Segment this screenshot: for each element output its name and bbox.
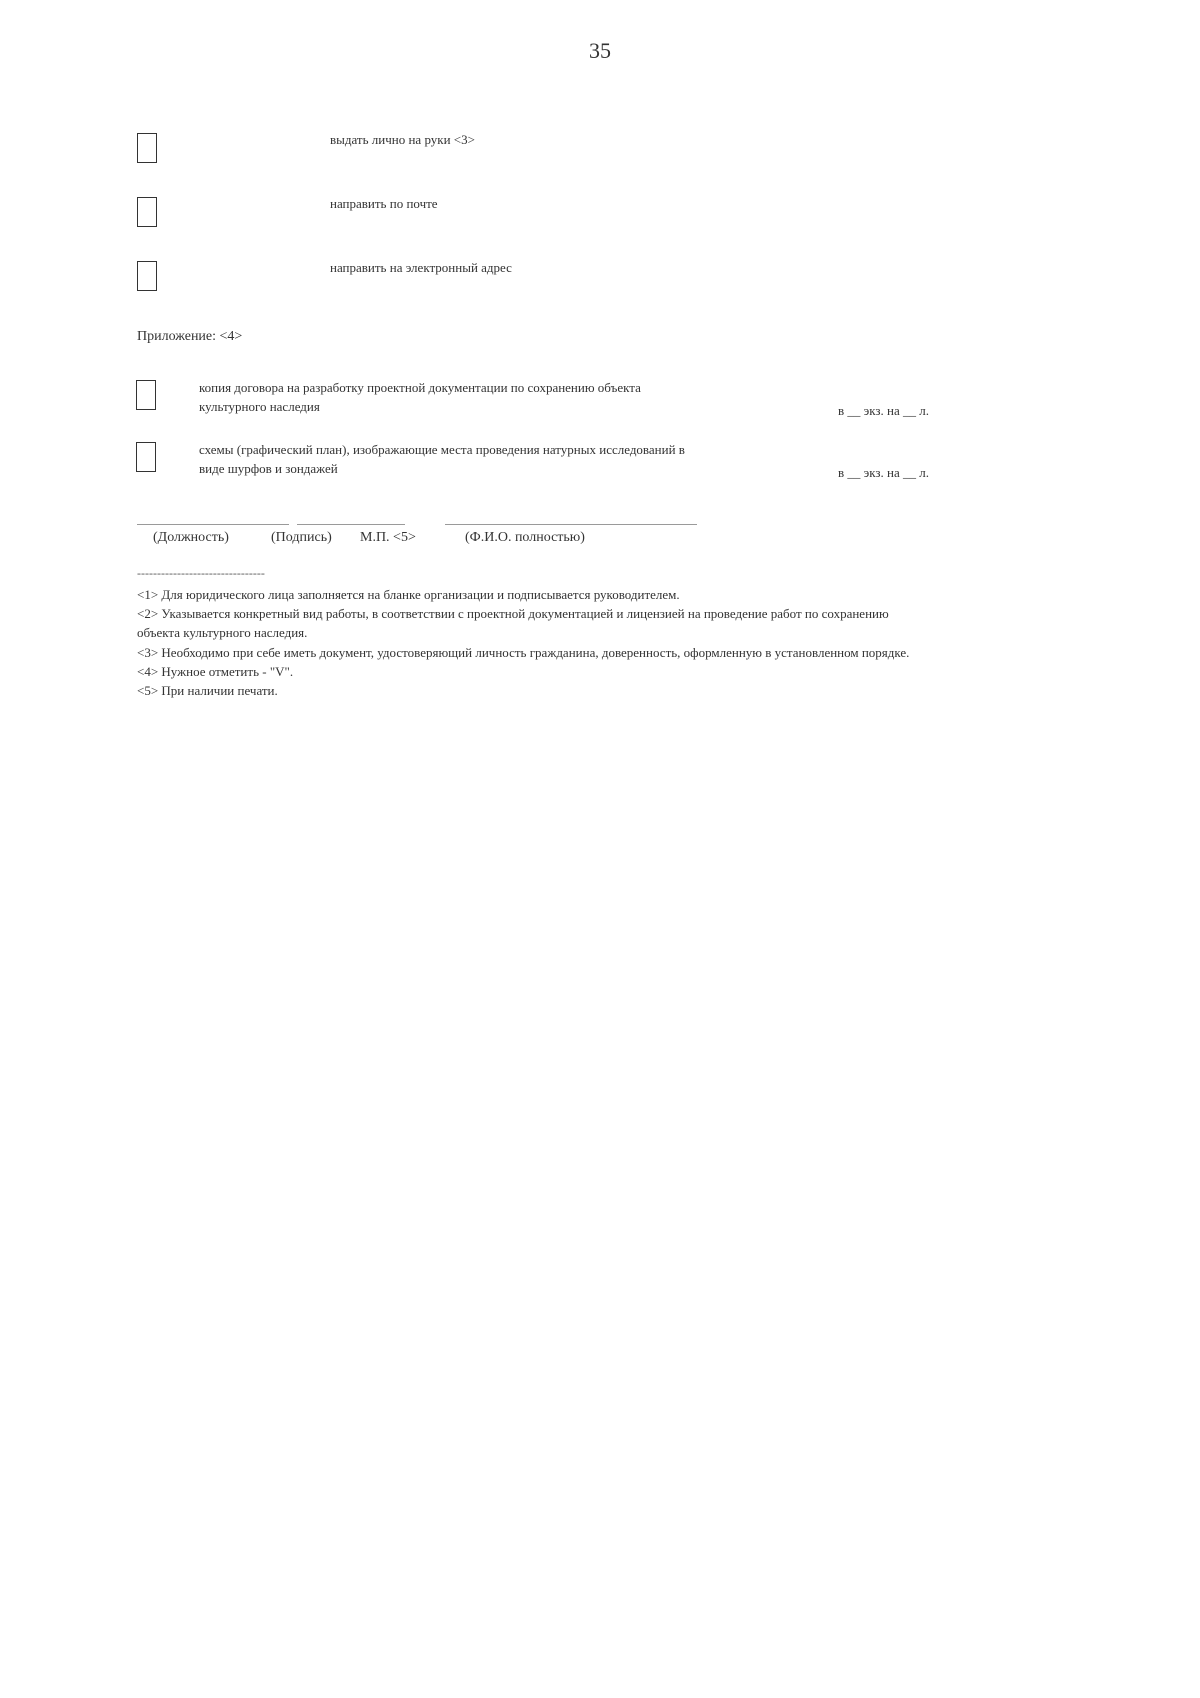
attachment-item-line: копия договора на разработку проектной документации по сохранению объекта: [199, 380, 641, 395]
page-number: 35: [589, 38, 611, 63]
signature-sign-label: (Подпись): [271, 530, 332, 545]
footnotes-list: [137, 585, 909, 700]
attachment-copies-field: в __ экз. на __ л.: [838, 403, 929, 418]
delivery-checkbox-post[interactable]: [137, 197, 157, 227]
delivery-option-label-post: направить по почте: [330, 196, 438, 211]
attachment-item-contract-copy: [199, 378, 641, 416]
attachment-item-line: виде шурфов и зондажей: [199, 461, 338, 476]
delivery-checkbox-in-person[interactable]: [137, 133, 157, 163]
footnote-item: <4> Нужное отметить - "V".: [137, 663, 294, 679]
attachment-item-line: культурного наследия: [199, 399, 320, 414]
signature-name-line: [445, 524, 697, 525]
attachment-checkbox-contract-copy[interactable]: [136, 380, 156, 410]
attachment-item-schemes: [199, 440, 685, 478]
signature-stamp-label: М.П. <5>: [360, 530, 416, 545]
footnote-item: объекта культурного наследия.: [137, 625, 308, 641]
footnote-separator: --------------------------------: [137, 566, 265, 580]
attachment-copies-field: в __ экз. на __ л.: [838, 465, 929, 480]
attachments-heading: Приложение: <4>: [137, 329, 243, 344]
delivery-checkbox-email[interactable]: [137, 261, 157, 291]
footnote-item: <1> Для юридического лица заполняется на бланке организации и подписывается руководителем.: [137, 587, 680, 602]
delivery-option-label-email: направить на электронный адрес: [330, 260, 512, 275]
signature-position-label: (Должность): [153, 530, 229, 545]
footnote-item: <5> При наличии печати.: [137, 683, 278, 699]
footnote-item: <2> Указывается конкретный вид работы, в соответствии с проектной документацией и лицензией на проведение работ по сохранению: [137, 606, 889, 622]
attachment-checkbox-schemes[interactable]: [136, 442, 156, 472]
signature-name-label: (Ф.И.О. полностью): [465, 530, 585, 545]
attachment-item-line: схемы (графический план), изображающие места проведения натурных исследований в: [199, 442, 685, 457]
signature-position-line: [137, 524, 289, 525]
footnote-item: <3> Необходимо при себе иметь документ, удостоверяющий личность гражданина, доверенность, оформленную в установленном порядке.: [137, 644, 910, 660]
signature-sign-line: [297, 524, 405, 525]
delivery-option-label-in-person: выдать лично на руки <3>: [330, 132, 475, 147]
